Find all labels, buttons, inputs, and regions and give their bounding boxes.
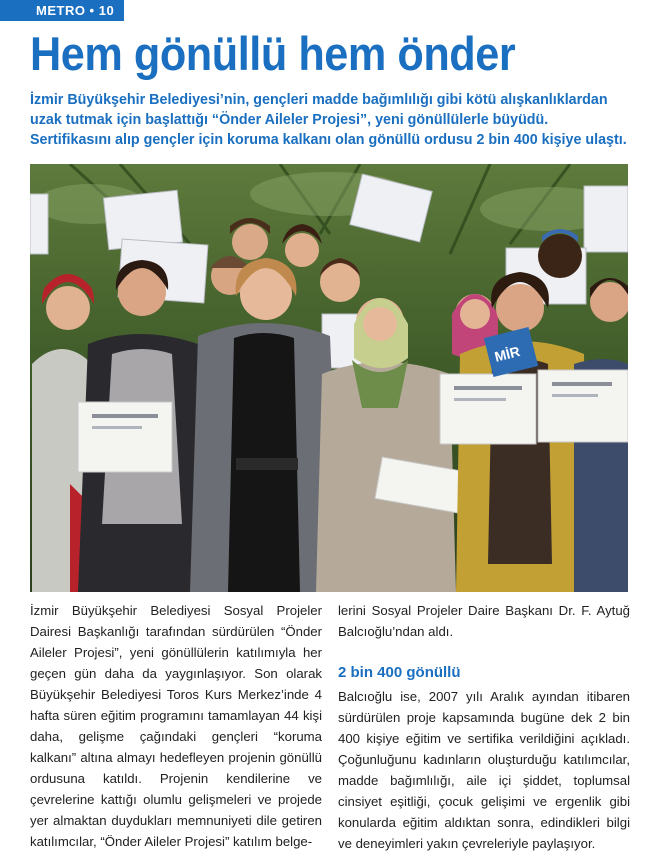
section-tag: METRO • 10 [0, 0, 124, 21]
article-column-left: İzmir Büyükşehir Belediyesi Sosyal Projeler Dairesi Başkanlığı tarafından sürdürülen “Önder Aileler Projesi”, yeni gönüllülerin katılımıyla her geçen gün daha da yaygınlaşıyor. Son olarak Büyükşehir Belediyesi Toros Kurs Merkez’inde 4 hafta süren eğitim programını tamamlayan 44 kişi daha, gelişme çağındaki gençleri “koruma kalkanı” altına almayı hedefleyen projenin gönüllü ordusuna katıldı. Projenin kendilerine ve çevrelerine kattığı olumlu gelişmeleri ve projede yer almaktan duydukları memnuniyeti dile getiren katılımcılar, “Önder Aileler Projesi” katılım belge- [30, 603, 322, 849]
photo-sign-text: MİR [492, 343, 522, 365]
subheading: 2 bin 400 gönüllü [338, 664, 461, 681]
group-photo-illustration [30, 164, 628, 592]
article-column-right-bottom: Balcıoğlu ise, 2007 yılı Aralık ayından itibaren sürdürülen proje kapsamında bugüne dek 2 bin 400 kişiye eğitim ve sertifika verildiğini açıkladı. Çoğunluğunu kadınların oluşturduğu katılımcılar, madde bağımlılığı, aile içi şiddet, toplumsal cinsiyet eşitliği, çocuk gelişimi ve ergenlik gibi konularda eğitim aldıktan sonra, edindikleri bilgi ve deneyimleri yakın çevreleriyle paylaşıyor. [338, 689, 630, 851]
group-photo [30, 164, 628, 592]
lead-paragraph: İzmir Büyükşehir Belediyesi’nin, gençleri madde bağımlılığı gibi kötü alışkanlıklardan uzak tutmak için başlattığı “Önder Aileler Projesi”, yeni gönüllülerle büyüdü. Sertifikasını alıp gençler için koruma kalkanı olan gönüllü ordusu 2 bin 400 kişiye ulaştı. [30, 92, 627, 148]
article-column-right-top: lerini Sosyal Projeler Daire Başkanı Dr. F. Aytuğ Balcıoğlu’ndan aldı. [338, 603, 630, 639]
headline: Hem gönüllü hem önder [30, 27, 516, 80]
